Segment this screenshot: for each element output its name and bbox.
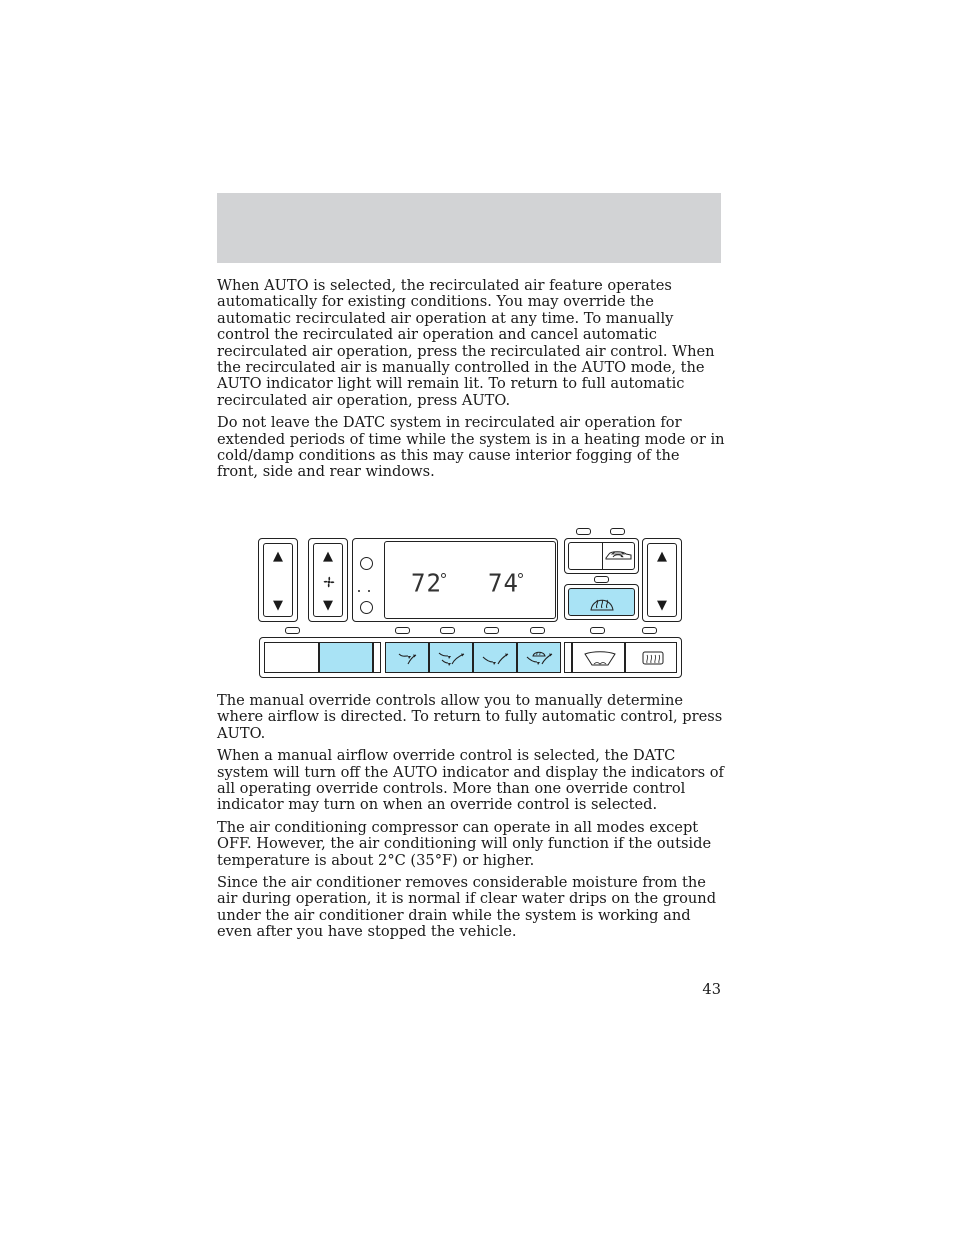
temp-control-frame (258, 538, 298, 622)
recirculated-air-button[interactable] (603, 543, 635, 569)
recirc-ac-frame (564, 538, 639, 574)
body-text-bottom (217, 693, 725, 947)
rear-defrost-icon (626, 643, 678, 674)
max-defrost-icon (569, 589, 635, 615)
degree-symbol (441, 573, 446, 578)
panel-vent-icon (386, 643, 430, 674)
indicator-led (395, 627, 410, 634)
windshield-defrost-icon (573, 643, 626, 674)
section-header-band (217, 193, 721, 263)
driver-temp-readout: 72 (411, 568, 442, 598)
front-defrost-frame (564, 584, 639, 620)
ac-button[interactable] (569, 543, 602, 569)
indicator-led (590, 627, 605, 634)
fan-control-frame (308, 538, 348, 622)
paragraph: The manual override controls allow you to manually determine where airflow is directed. To return to fully automatic control, press AUTO. (217, 692, 723, 742)
indicator-led (576, 528, 591, 535)
auto-button[interactable] (319, 642, 373, 673)
indicator-led (594, 576, 609, 583)
temp-down-icon: ▼ (273, 598, 283, 613)
indicator-led (530, 627, 545, 634)
button-spacer (373, 642, 381, 673)
floor-icon (474, 643, 518, 674)
indicator-led (285, 627, 300, 634)
body-text-top (217, 278, 725, 487)
button-spacer (564, 642, 572, 673)
mode-button-frame (259, 637, 682, 678)
sensor-circle-bottom (360, 601, 373, 614)
mode-button-row (264, 642, 677, 673)
passenger-temp-down-icon: ▼ (657, 598, 667, 613)
passenger-temp-rocker[interactable] (647, 543, 677, 617)
fan-icon (322, 575, 336, 589)
recirc-ac-button-group (568, 542, 635, 570)
paragraph: Since the air conditioner removes considerable moisture from the air during operation, it is normal if clear water drips on the ground under the air conditioner drain while the system is working and even after you have stopped the vehicle. (217, 874, 717, 941)
temp-up-icon: ▲ (273, 549, 283, 564)
panel-vent-button[interactable] (385, 642, 429, 673)
indicator-led (610, 528, 625, 535)
defrost-button[interactable] (572, 642, 625, 673)
passenger-temp-up-icon: ▲ (657, 549, 667, 564)
floor-button[interactable] (473, 642, 517, 673)
fan-speed-rocker[interactable] (313, 543, 343, 617)
temp-rocker[interactable] (263, 543, 293, 617)
display-bezel (352, 538, 558, 622)
panel-floor-icon (430, 643, 474, 674)
degree-symbol (518, 573, 523, 578)
indicator-led (484, 627, 499, 634)
indicator-dot (368, 590, 370, 592)
floor-defrost-button[interactable] (517, 642, 561, 673)
rear-defrost-button[interactable] (625, 642, 677, 673)
page-number: 43 (702, 981, 721, 998)
fan-up-icon: ▲ (323, 549, 333, 564)
sensor-circle-top (360, 557, 373, 570)
climate-control-panel (256, 526, 686, 682)
paragraph: When AUTO is selected, the recirculated air feature operates automatically for existing conditions. You may override the automatic recirculated air operation at any time. To manually control the recirculated air operation and cancel automatic recirculated air operation, press the recirculated air control. When the recirculated air is manually controlled in the AUTO mode, the AUTO indicator light will remain lit. To return to full automatic recirculated air operation, press AUTO. (217, 277, 715, 409)
max-defrost-button[interactable] (568, 588, 635, 616)
lcd-display (384, 541, 556, 619)
recirculated-air-icon (603, 543, 635, 569)
paragraph: When a manual airflow override control is selected, the DATC system will turn off the AUTO indicator and display the indicators of all operating override controls. More than one override control indicator may turn on when an override control is selected. (217, 747, 724, 814)
passenger-temp-frame (642, 538, 682, 622)
panel-floor-button[interactable] (429, 642, 473, 673)
paragraph: The air conditioning compressor can operate in all modes except OFF. However, the air conditioning will only function if the outside temperature is about 2°C (35°F) or higher. (217, 818, 712, 869)
indicator-dot (358, 590, 360, 592)
floor-defrost-icon (518, 643, 562, 674)
off-button[interactable] (264, 642, 319, 673)
paragraph: Do not leave the DATC system in recirculated air operation for extended periods of time while the system is in a heating mode or in cold/damp conditions as this may cause interior fogging of the front, side and rear windows. (217, 414, 725, 481)
fan-down-icon: ▼ (323, 598, 333, 613)
indicator-led (642, 627, 657, 634)
indicator-led (440, 627, 455, 634)
passenger-temp-readout: 74 (488, 568, 519, 598)
